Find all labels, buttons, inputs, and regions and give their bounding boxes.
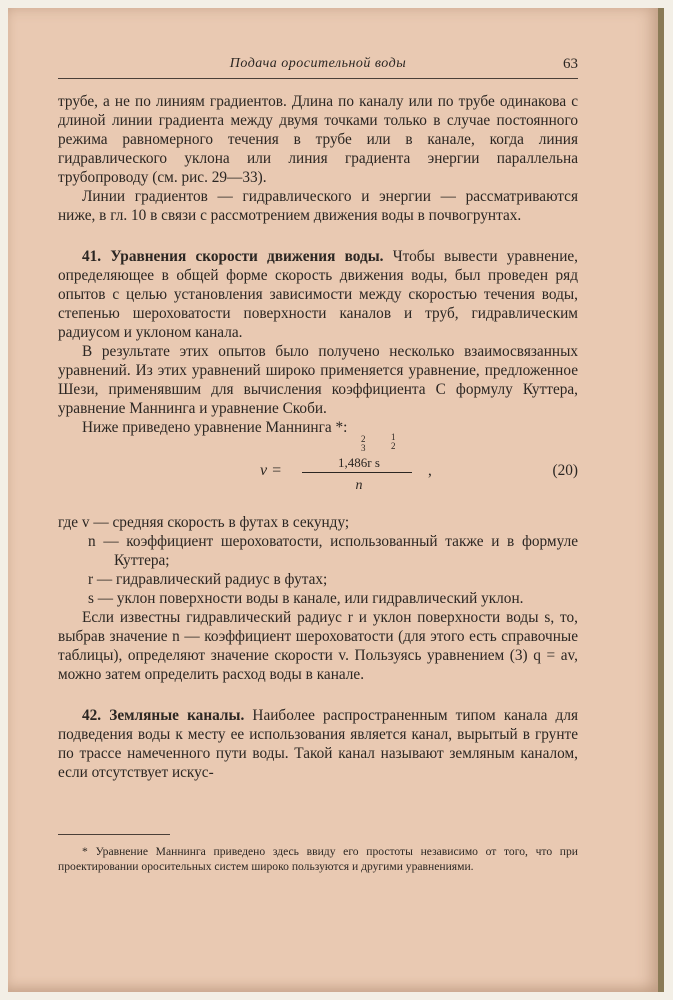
section-41-paragraph — [58, 247, 578, 342]
definition-n: n — коэффициент шероховатости, использованный также и в формуле Куттера; — [88, 533, 578, 569]
definition-v: где v — средняя скорость в футах в секунду; — [58, 514, 350, 531]
exponent-s: 1 2 — [391, 432, 396, 451]
footnote — [58, 844, 578, 874]
section-41-title: 41. Уравнения скорости движения воды. — [82, 248, 384, 265]
manning-formula — [58, 432, 578, 507]
formula-denominator: n — [355, 478, 363, 493]
equation-number: (20) — [552, 462, 578, 479]
formula-fraction — [294, 432, 424, 501]
footnote-rule — [58, 834, 170, 835]
paragraph-gradient-lines: Линии градиентов — гидравлического и энергии — рассматриваются ниже, в гл. 10 в связи с рассмотрением движения воды в почвогрунтах. — [58, 188, 578, 224]
section-gap — [58, 225, 578, 247]
paragraph-velocity: Если известны гидравлический радиус r и уклон поверхности воды s, то, выбрав значение n — коэффициент шероховатости (для этого есть справочные таблицы), определяют значение скорости v. Пользуясь уравнением (3) q = av, можно затем определить расход воды в канале. — [58, 609, 578, 683]
definition-s: s — уклон поверхности воды в канале, или гидравлический уклон. — [88, 590, 524, 607]
running-title: Подача оросительной воды — [229, 56, 407, 71]
section-42-text: Наиболее распространенным типом канала для подведения воды к месту ее использования является канал, вырытый в грунте по трассе намеченного пути воды. Такой канал называют земляным каналом, если отсутствует искус- — [58, 707, 578, 781]
fraction-bar — [302, 472, 412, 473]
book-spine — [658, 8, 664, 992]
exponent-r: 2 3 — [361, 434, 366, 453]
definition-r: r — гидравлический радиус в футах; — [88, 571, 328, 588]
page-number: 63 — [563, 56, 578, 72]
formula-numerator: 1,486r s — [338, 455, 380, 470]
section-41-text: Чтобы вывести уравнение, определяющее в общей форме скорость движения воды, был проведен ряд опытов с целью установления зависимости между скоростью течения воды, степенью шероховатости поверхности каналов и труб, гидравлическим радиусом и уклоном канала. — [58, 248, 579, 341]
page-header — [58, 56, 578, 79]
variable-definitions — [58, 513, 578, 608]
paragraph-continuation: трубе, а не по линиям градиентов. Длина по каналу или по трубе одинакова с длиной линии градиента между двумя точками только в случае постоянного режима равномерного течения в трубе или в канале, когда линия гидравлического уклона или линия градиента энергии параллельна трубопроводу (см. рис. 29—33). — [58, 93, 578, 186]
formula-comma: , — [428, 462, 432, 479]
page-body — [58, 92, 578, 782]
paragraph-experiments: В результате этих опытов было получено несколько взаимосвязанных уравнений. Из этих уравнений широко применяется уравнение, предложенное Шези, применявшим для вычисления коэффициента C формулу Куттера, уравнение Маннинга и уравнение Скоби. — [58, 343, 578, 417]
section-42-paragraph — [58, 706, 578, 782]
footnote-text: * Уравнение Маннинга приведено здесь ввиду его простоты независимо от того, что при проектировании оросительных систем широко пользуются и другими уравнениями. — [58, 845, 578, 873]
formula-lhs: v = — [260, 462, 282, 479]
section-gap — [58, 684, 578, 706]
section-42-title: 42. Земляные каналы. — [82, 707, 245, 724]
paragraph-manning-intro: Ниже приведено уравнение Маннинга *: — [82, 419, 348, 436]
